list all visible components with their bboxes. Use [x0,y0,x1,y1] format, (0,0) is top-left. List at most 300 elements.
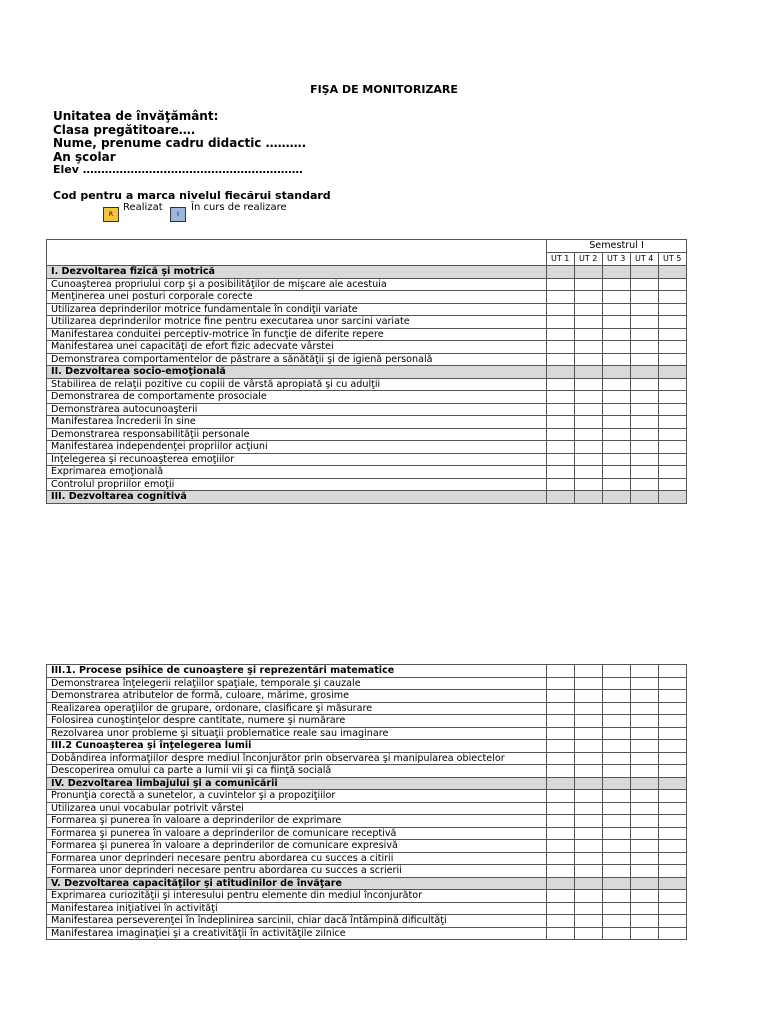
ut-cell[interactable] [575,266,603,279]
ut-cell[interactable] [631,341,659,354]
ut-cell[interactable] [603,441,631,454]
ut-cell[interactable] [659,665,687,678]
ut-cell[interactable] [659,403,687,416]
ut-cell[interactable] [575,740,603,753]
table-2-body [47,665,687,940]
ut-cell[interactable] [603,266,631,279]
ut-cell[interactable] [547,266,575,279]
section-title: V. Dezvoltarea capacităţilor şi atitudinilor de învăţare [47,877,547,890]
table-row [47,840,687,853]
ut-cell[interactable] [547,291,575,304]
ut-cell[interactable] [631,690,659,703]
table-row [47,815,687,828]
table-1-body [47,266,687,504]
ut-cell[interactable] [575,690,603,703]
ut-cell[interactable] [631,378,659,391]
ut-cell[interactable] [547,827,575,840]
ut-cell[interactable] [631,715,659,728]
table-row [47,291,687,304]
ut-cell[interactable] [603,491,631,504]
ut-cell[interactable] [603,453,631,466]
ut-cell[interactable] [659,428,687,441]
ut-cell[interactable] [631,278,659,291]
ut-cell[interactable] [547,740,575,753]
ut-cell[interactable] [603,416,631,429]
ut-cell[interactable] [603,915,631,928]
ut-cell[interactable] [631,291,659,304]
ut-cell[interactable] [659,927,687,940]
ut-cell[interactable] [631,840,659,853]
ut-cell[interactable] [575,428,603,441]
ut-cell[interactable] [631,902,659,915]
ut-cell[interactable] [603,353,631,366]
ut-cell[interactable] [659,266,687,279]
ut-cell[interactable] [659,453,687,466]
ut-cell[interactable] [631,316,659,329]
table-row [47,927,687,940]
ut-cell[interactable] [575,702,603,715]
ut-cell[interactable] [547,378,575,391]
ut-cell[interactable] [575,727,603,740]
ut-cell[interactable] [547,416,575,429]
ut-cell[interactable] [575,466,603,479]
ut-cell[interactable] [659,416,687,429]
ut-cell[interactable] [603,690,631,703]
ut-cell[interactable] [547,790,575,803]
standard-label: Manifestarea conduitei perceptiv-motrice în funcţie de diferite repere [47,328,547,341]
ut-cell[interactable] [631,366,659,379]
ut-cell[interactable] [659,677,687,690]
table-row [47,790,687,803]
standard-label: Realizarea operaţiilor de grupare, ordonare, clasificare şi măsurare [47,702,547,715]
ut-cell[interactable] [659,877,687,890]
realizat-badge: R [103,207,119,222]
ut-cell[interactable] [575,328,603,341]
ut-cell[interactable] [659,865,687,878]
standard-label: Pronunţia corectă a sunetelor, a cuvintelor şi a propoziţiilor [47,790,547,803]
ut-cell[interactable] [631,353,659,366]
ut-cell[interactable] [547,852,575,865]
ut-cell[interactable] [659,341,687,354]
ut-cell[interactable] [547,316,575,329]
ut-cell[interactable] [631,416,659,429]
section-row [47,366,687,379]
ut-cell[interactable] [547,890,575,903]
section-title: I. Dezvoltarea fizică şi motrică [47,266,547,279]
ut-cell[interactable] [603,378,631,391]
table-row [47,378,687,391]
ut-cell[interactable] [547,702,575,715]
ut-cell[interactable] [631,466,659,479]
section-row [47,877,687,890]
section-row [47,777,687,790]
ut-cell[interactable] [603,790,631,803]
ut-cell[interactable] [631,752,659,765]
standard-label: Manifestarea iniţiativei în activităţi [47,902,547,915]
ut-cell[interactable] [659,366,687,379]
ut-cell[interactable] [575,453,603,466]
ut-cell[interactable] [603,865,631,878]
ut-cell[interactable] [547,902,575,915]
ut-cell[interactable] [547,278,575,291]
standard-label: Controlul propriilor emoţii [47,478,547,491]
ut-cell[interactable] [547,403,575,416]
standard-label: Manifestarea imaginaţiei şi a creativităţii în activităţile zilnice [47,927,547,940]
standard-label: Demonstrarea atributelor de formă, culoare, mărime, grosime [47,690,547,703]
standard-label: Demonstrarea de comportamente prosociale [47,391,547,404]
ut-cell[interactable] [575,341,603,354]
standard-label: Utilizarea deprinderilor motrice fine pentru executarea unor sarcini variate [47,316,547,329]
ut-cell[interactable] [659,765,687,778]
ut-cell[interactable] [603,802,631,815]
ut-cell[interactable] [547,765,575,778]
section-title: IV. Dezvoltarea limbajului şi a comunicării [47,777,547,790]
school-line: Unitatea de învăţământ: [53,109,219,123]
ut-cell[interactable] [575,665,603,678]
ut-cell[interactable] [603,702,631,715]
ut-cell[interactable] [631,453,659,466]
ut-cell[interactable] [603,366,631,379]
ut-cell[interactable] [603,777,631,790]
ut-cell[interactable] [659,827,687,840]
ut-cell[interactable] [547,877,575,890]
ut-cell[interactable] [603,840,631,853]
ut-cell[interactable] [603,478,631,491]
ut-cell[interactable] [603,403,631,416]
ut-cell[interactable] [603,827,631,840]
standard-label: Formarea unor deprinderi necesare pentru abordarea cu succes a scrierii [47,865,547,878]
ut-cell[interactable] [631,815,659,828]
ut-cell[interactable] [575,291,603,304]
standard-label: Manifestarea unei capacităţi de efort fizic adecvate vârstei [47,341,547,354]
ut-cell[interactable] [659,303,687,316]
standard-label: Cunoaşterea propriului corp şi a posibilităţilor de mişcare ale acestuia [47,278,547,291]
ut-cell[interactable] [547,865,575,878]
ut-cell[interactable] [575,677,603,690]
ut-cell[interactable] [575,752,603,765]
ut-cell[interactable] [603,303,631,316]
ut-cell[interactable] [575,278,603,291]
ut-cell[interactable] [603,291,631,304]
ut-cell[interactable] [575,802,603,815]
semester-header: Semestrul I [547,240,687,253]
ut-cell[interactable] [547,777,575,790]
ut-cell[interactable] [575,840,603,853]
ut-cell[interactable] [603,715,631,728]
ut-cell[interactable] [659,491,687,504]
standard-label: Formarea şi punerea în valoare a deprinderilor de exprimare [47,815,547,828]
table-row [47,353,687,366]
table-row [47,702,687,715]
ut-header: UT 1 [547,252,575,266]
table-row [47,428,687,441]
student-line: Elev …………………………………………………… [53,163,303,176]
ut-cell[interactable] [575,815,603,828]
table-row [47,727,687,740]
school-year-line: An şcolar [53,149,116,164]
ut-cell[interactable] [575,391,603,404]
ut-cell[interactable] [659,727,687,740]
ut-cell[interactable] [659,802,687,815]
ut-cell[interactable] [659,740,687,753]
table-row [47,690,687,703]
ut-cell[interactable] [659,441,687,454]
ut-cell[interactable] [603,391,631,404]
header-info [53,110,306,176]
ut-cell[interactable] [547,840,575,853]
standard-label: Utilizarea deprinderilor motrice fundamentale în condiţii variate [47,303,547,316]
standard-label: Exprimarea curiozităţii şi interesului pentru elemente din mediul înconjurător [47,890,547,903]
table-row [47,453,687,466]
section-row [47,266,687,279]
ut-cell[interactable] [603,752,631,765]
table-row [47,890,687,903]
ut-cell[interactable] [631,727,659,740]
ut-cell[interactable] [547,466,575,479]
ut-cell[interactable] [547,677,575,690]
ut-cell[interactable] [631,802,659,815]
table-row [47,902,687,915]
ut-cell[interactable] [603,328,631,341]
table-row [47,316,687,329]
standard-label: Manifestarea perseverenţei în îndeplinirea sarcinii, chiar dacă întâmpină dificultăţi [47,915,547,928]
ut-cell[interactable] [659,391,687,404]
ut-cell[interactable] [631,428,659,441]
table-row [47,915,687,928]
ut-cell[interactable] [603,902,631,915]
ut-cell[interactable] [659,478,687,491]
ut-cell[interactable] [631,702,659,715]
ut-header: UT 5 [659,252,687,266]
ut-cell[interactable] [547,491,575,504]
ut-cell[interactable] [659,278,687,291]
table-row [47,740,687,753]
ut-cell[interactable] [603,927,631,940]
standard-label: Formarea unor deprinderi necesare pentru abordarea cu succes a citirii [47,852,547,865]
section-title: III. Dezvoltarea cognitivă [47,491,547,504]
ut-cell[interactable] [575,827,603,840]
ut-cell[interactable] [659,715,687,728]
standard-label: Manifestarea independenţei propriilor acţiuni [47,441,547,454]
ut-cell[interactable] [659,378,687,391]
teacher-line: Nume, prenume cadru didactic ………. [53,136,307,150]
ut-cell[interactable] [547,715,575,728]
ut-cell[interactable] [631,328,659,341]
ut-cell[interactable] [603,765,631,778]
code-title: Cod pentru a marca nivelul fiecărui standard [53,189,331,202]
document-title: FIŞA DE MONITORIZARE [310,83,458,96]
ut-cell[interactable] [659,316,687,329]
ut-header: UT 3 [603,252,631,266]
in-curs-badge: I [170,207,186,222]
ut-cell[interactable] [603,278,631,291]
table-row [47,765,687,778]
standard-label: Descoperirea omului ca parte a lumii vii şi ca fiinţă socială [47,765,547,778]
ut-cell[interactable] [631,266,659,279]
ut-cell[interactable] [631,391,659,404]
ut-cell[interactable] [631,915,659,928]
ut-cell[interactable] [659,690,687,703]
table-row [47,391,687,404]
ut-cell[interactable] [575,865,603,878]
ut-cell[interactable] [659,752,687,765]
standard-label: Demonstrarea responsabilităţii personale [47,428,547,441]
ut-cell[interactable] [603,316,631,329]
standard-label: Rezolvarea unor probleme şi situaţii problematice reale sau imaginare [47,727,547,740]
ut-cell[interactable] [631,303,659,316]
table-row [47,677,687,690]
ut-cell[interactable] [575,491,603,504]
ut-cell[interactable] [603,428,631,441]
table-header-semester [47,240,687,253]
table-row [47,865,687,878]
ut-cell[interactable] [575,378,603,391]
table-row [47,852,687,865]
ut-cell[interactable] [603,877,631,890]
ut-cell[interactable] [659,777,687,790]
ut-cell[interactable] [547,815,575,828]
ut-cell[interactable] [659,815,687,828]
ut-cell[interactable] [575,353,603,366]
standard-label: Utilizarea unui vocabular potrivit vârstei [47,802,547,815]
ut-cell[interactable] [547,727,575,740]
standard-label: Menţinerea unei posturi corporale corecte [47,291,547,304]
ut-cell[interactable] [547,453,575,466]
ut-cell[interactable] [575,790,603,803]
ut-cell[interactable] [631,890,659,903]
ut-cell[interactable] [547,391,575,404]
ut-cell[interactable] [547,802,575,815]
standard-label: Formarea şi punerea în valoare a deprinderilor de comunicare expresivă [47,840,547,853]
ut-cell[interactable] [547,752,575,765]
standard-label: Manifestarea încrederii în sine [47,416,547,429]
section-title: II. Dezvoltarea socio-emoţională [47,366,547,379]
ut-cell[interactable] [659,466,687,479]
ut-cell[interactable] [659,291,687,304]
ut-cell[interactable] [631,665,659,678]
ut-cell[interactable] [575,902,603,915]
ut-cell[interactable] [575,366,603,379]
standard-label: Demonstrarea comportamentelor de păstrare a sănătăţii şi de igienă personală [47,353,547,366]
ut-cell[interactable] [575,715,603,728]
ut-header: UT 2 [575,252,603,266]
ut-cell[interactable] [575,915,603,928]
ut-cell[interactable] [659,890,687,903]
table-row [47,341,687,354]
ut-cell[interactable] [659,353,687,366]
ut-cell[interactable] [631,790,659,803]
class-line: Clasa pregătitoare…. [53,122,196,137]
ut-cell[interactable] [631,677,659,690]
ut-cell[interactable] [547,428,575,441]
monitoring-table-1 [46,239,687,504]
table-row [47,328,687,341]
ut-cell[interactable] [603,466,631,479]
ut-cell[interactable] [547,665,575,678]
ut-cell[interactable] [575,416,603,429]
table-row [47,752,687,765]
ut-cell[interactable] [659,328,687,341]
table-row [47,827,687,840]
ut-cell[interactable] [659,790,687,803]
table-row [47,403,687,416]
standard-label: Dobândirea informaţiilor despre mediul înconjurător prin observarea şi manipularea obiectelor [47,752,547,765]
ut-cell[interactable] [575,927,603,940]
ut-cell[interactable] [603,740,631,753]
ut-cell[interactable] [575,890,603,903]
ut-cell[interactable] [575,441,603,454]
ut-cell[interactable] [631,777,659,790]
ut-cell[interactable] [603,815,631,828]
ut-cell[interactable] [631,441,659,454]
ut-cell[interactable] [603,677,631,690]
ut-cell[interactable] [547,478,575,491]
ut-cell[interactable] [575,777,603,790]
ut-cell[interactable] [659,902,687,915]
ut-cell[interactable] [603,852,631,865]
ut-cell[interactable] [575,316,603,329]
monitoring-table-2 [46,664,687,940]
ut-cell[interactable] [547,353,575,366]
ut-cell[interactable] [603,727,631,740]
ut-cell[interactable] [659,702,687,715]
standard-label: Demonstrarea autocunoaşterii [47,403,547,416]
ut-cell[interactable] [547,341,575,354]
ut-cell[interactable] [547,328,575,341]
ut-cell[interactable] [547,927,575,940]
ut-cell[interactable] [631,491,659,504]
ut-cell[interactable] [603,341,631,354]
standard-label: Înţelegerea şi recunoaşterea emoţiilor [47,453,547,466]
ut-cell[interactable] [575,403,603,416]
ut-cell[interactable] [575,478,603,491]
standard-label: Stabilirea de relaţii pozitive cu copiii de vârstă apropiată şi cu adulţii [47,378,547,391]
ut-cell[interactable] [631,852,659,865]
table-row [47,478,687,491]
ut-cell[interactable] [575,852,603,865]
standard-label: Folosirea cunoştinţelor despre cantitate, numere şi numărare [47,715,547,728]
ut-cell[interactable] [547,366,575,379]
ut-cell[interactable] [547,303,575,316]
table-row [47,665,687,678]
ut-cell[interactable] [659,915,687,928]
standard-label: Formarea şi punerea în valoare a deprinderilor de comunicare receptivă [47,827,547,840]
ut-cell[interactable] [631,877,659,890]
ut-cell[interactable] [631,865,659,878]
ut-cell[interactable] [575,877,603,890]
ut-cell[interactable] [603,665,631,678]
ut-cell[interactable] [631,740,659,753]
ut-cell[interactable] [631,927,659,940]
ut-cell[interactable] [631,765,659,778]
standard-label: III.2 Cunoaşterea şi înţelegerea lumii [47,740,547,753]
ut-cell[interactable] [659,840,687,853]
standard-label: III.1. Procese psihice de cunoaştere şi reprezentări matematice [47,665,547,678]
ut-cell[interactable] [575,303,603,316]
ut-cell[interactable] [603,890,631,903]
ut-cell[interactable] [659,852,687,865]
in-curs-label: În curs de realizare [191,202,287,213]
ut-cell[interactable] [547,441,575,454]
ut-cell[interactable] [575,765,603,778]
ut-header: UT 4 [631,252,659,266]
ut-cell[interactable] [547,690,575,703]
ut-cell[interactable] [631,478,659,491]
realizat-label: Realizat [123,202,163,213]
ut-cell[interactable] [631,827,659,840]
ut-cell[interactable] [631,403,659,416]
ut-cell[interactable] [547,915,575,928]
